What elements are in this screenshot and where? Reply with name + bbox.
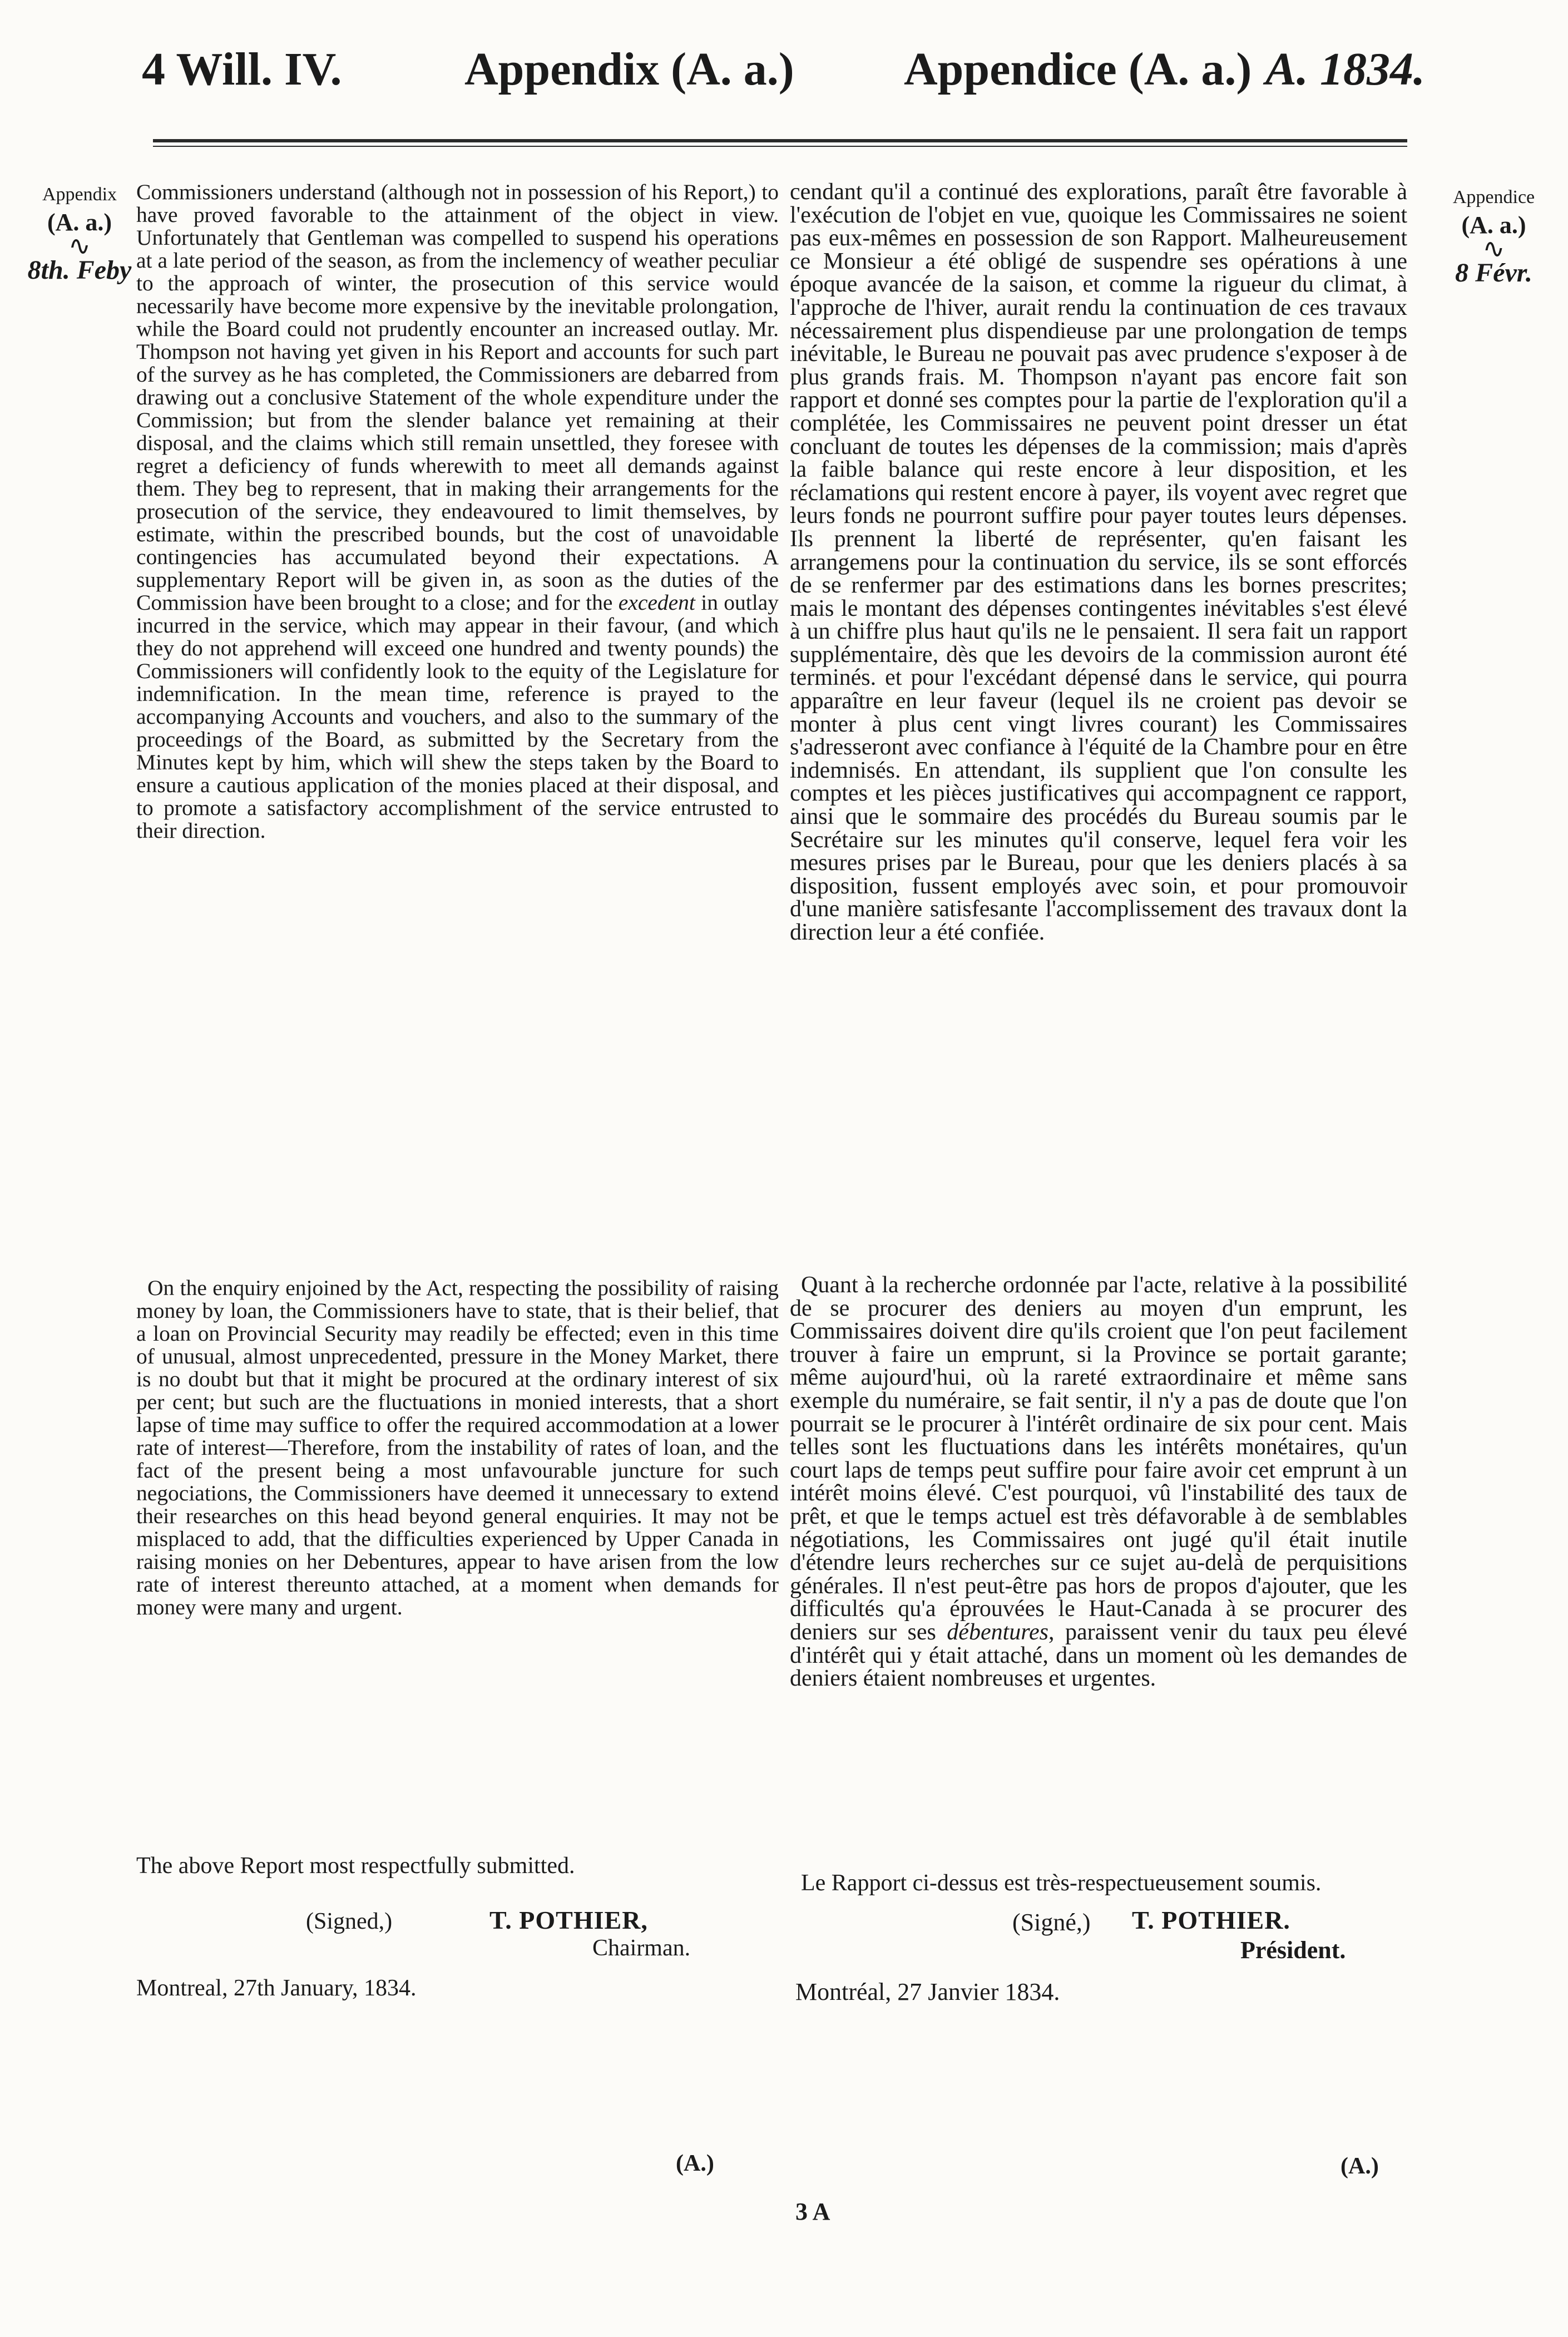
french-closing bbox=[790, 1872, 1407, 1895]
session-label: 4 Will. IV. bbox=[142, 43, 342, 95]
margin-code: (A. a.) bbox=[47, 209, 112, 236]
margin-code: (A. a.) bbox=[1461, 211, 1526, 239]
english-text: Commissioners understand (although not in possession of his Report,) to have proved favorable to the attainment of the object in view. Unfortunately that Gentleman was compelled to suspend his operations at a late period of the season, as from the inclemency of weather peculiar to the approach of winter, the prosecution of this service would necessarily have become more expensive by the inevitable prolongation, while the Board could not prudently encounter an increased outlay. Mr. Thompson not having yet given in his Report and accounts for such part of the survey as he has completed, the Commissioners are debarred from drawing out a conclusive Statement of the whole expenditure under the Commission; but from the slender balance yet remaining at their disposal, and the claims which still remain unsettled, they foresee with regret a deficiency of funds wherewith to meet all demands against them. They beg to represent, that in making their arrangements for the prosecution of the service, they endeavoured to limit themselves, by estimate, within the prescribed bounds, but the cost of unavoidable contingencies has accumulated beyond their expectations. A supplementary Report will be given in, as soon as the duties of the Commission have been brought to a close; and for the bbox=[136, 180, 779, 615]
french-text: Le Rapport ci-dessus est très-respectueusement soumis. bbox=[801, 1870, 1322, 1896]
margin-date: 8 Févr. bbox=[1455, 258, 1532, 288]
margin-date: 8th. Feby bbox=[27, 255, 132, 285]
french-paragraph-1 bbox=[790, 181, 1407, 945]
margin-label: Appendix bbox=[42, 184, 117, 205]
french-signed: (Signé,) bbox=[1012, 1909, 1091, 1936]
french-paragraph-2 bbox=[790, 1274, 1407, 1691]
flourish-icon: ∿ bbox=[68, 231, 91, 261]
header-rule-thick bbox=[153, 139, 1407, 142]
english-date: Montreal, 27th January, 1834. bbox=[136, 1975, 417, 2001]
english-closing: The above Report most respectfully submitted. bbox=[136, 1853, 575, 1879]
french-text: Quant à la recherche ordonnée par l'acte, relative à la possibilité de se procurer des deniers au moyen d'un emprunt, les Commissaires doivent dire qu'ils croient que l'on peut facilement trouver à faire un emprunt, si la Province se portait garante; même aujourd'hui, où la rareté extraordinaire et même sans exemple du numéraire, se fait sentir, il n'y a pas de doute que l'on pourrait se le procurer à l'intérêt ordinaire de six pour cent. Mais telles sont les fluctuations dans les intérêts monétaires, qu'un court laps de temps peut suffire pour faire avoir cet emprunt à un intérêt moins élevé. C'est pourquoi, vû l'instabilité des taux de prêt, et que le temps actuel est très défavorable à de semblables négotiations, les Commissaires ont jugé qu'il était inutile d'étendre leurs recherches sur ce sujet au-delà de perquisitions générales. Il n'est peut-être pas hors de propos d'ajouter, que les difficultés qu'a éprouvées le Haut-Canada à se procurer des deniers sur ses bbox=[790, 1272, 1407, 1645]
english-signatory: T. POTHIER, bbox=[489, 1906, 648, 1934]
english-text: in outlay incurred in the service, which may appear in their favour, (and which they do not apprehend will exceed one hundred and twenty pounds) the Commissioners will confidently look to the equity of the Legislature for indemnification. In the mean time, reference is prayed to the accompanying Accounts and vouchers, and also to the summary of the proceedings of the Board, as submitted by the Secretary from the Minutes kept by him, which will shew the steps taken by the Board to ensure a cautious application of the monies placed at their disposal, and to promote a satisfactory accomplishment of the service entrusted to their direction. bbox=[136, 590, 779, 843]
english-signed: (Signed,) bbox=[306, 1909, 393, 1934]
french-signatory-title: Président. bbox=[1240, 1936, 1346, 1964]
french-signatory: T. POTHIER. bbox=[1132, 1906, 1290, 1934]
english-signatory-title: Chairman. bbox=[592, 1935, 691, 1961]
french-emphasis: débentures bbox=[947, 1619, 1049, 1645]
english-paragraph-1 bbox=[136, 181, 779, 842]
margin-note-right bbox=[1428, 184, 1559, 287]
page-header bbox=[0, 31, 1568, 120]
year-label: A. 1834. bbox=[1265, 43, 1426, 95]
french-text: cendant qu'il a continué des explorations, paraît être favorable à l'exécution de l'objet en vue, quoique les Commissaires ne soient pas eux-mêmes en possession de son Rapport. Malheureusement ce Monsieur a été obligé de suspendre ses opérations à une époque avancée de la saison, et comme la rigueur du climat, à l'approche de l'hiver, aurait rendu la continuation de ces travaux nécessairement plus dispendieuse par une prolongation de temps inévitable, le Bureau ne pouvait pas avec prudence s'exposer à de plus grands frais. M. Thompson n'ayant pas encore fait son rapport et donné ses comptes pour la partie de l'exploration qu'il a complétée, les Commissaires ne peuvent point dresser un état concluant de toutes les dépenses de la commission; mais d'après la faible balance qui reste encore à leur disposition, et les réclamations qui restent encore à payer, ils voyent avec regret que leurs fonds ne pourront suffire pour payer toutes leurs dépenses. Ils prennent la liberté de représenter, qu'en faisant les arrangemens pour la continuation du service, ils se sont efforcés de se renfermer par des estimations dans les bornes prescrites; mais le montant des dépenses contingentes inévitables s'est élevé à un chiffre plus haut qu'ils ne le pensaient. Il sera fait un rapport supplémentaire, dès que les devoirs de la commission auront été terminés. et pour l'excédant dépensé dans le service, qui pourra apparaître en leur faveur (lequel ils ne croient pas devoir se monter à plus cent vingt livres courant) les Commissaires s'adresseront avec confiance à l'équité de la Chambre pour en être indemnisés. En attendant, ils supplient que l'on consulte les comptes et les pièces justificatives qui accompagnent ce rapport, ainsi que le sommaire des procédés du Bureau soumis par le Secrétaire sur les minutes qu'il conserve, lequel fera voir les mesures prises par le Bureau, pour que les deniers placés à sa disposition, fussent employés avec soin, et pour promouvoir d'une manière satisfesante l'accomplissement des travaux dont la direction leur a été confiée. bbox=[790, 179, 1407, 945]
header-rule-thin bbox=[153, 146, 1407, 147]
footer-mark-right: (A.) bbox=[1341, 2153, 1379, 2179]
margin-label: Appendice bbox=[1452, 187, 1535, 207]
appendix-title-fr: Appendice (A. a.) bbox=[904, 43, 1252, 95]
french-date: Montréal, 27 Janvier 1834. bbox=[795, 1978, 1060, 2005]
footer-mark-left: (A.) bbox=[676, 2151, 714, 2176]
english-text: On the enquiry enjoined by the Act, respecting the possibility of raising money by loan, the Commissioners have to state, that is their belief, that a loan on Provincial Security may readily be effected; even in this time of unusual, almost unprecedented, pressure in the Money Market, there is no doubt but that it might be procured at the ordinary interest of six per cent; but such are the fluctuations in monied interests, that a short lapse of time may suffice to offer the required accommodation at a lower rate of interest—Therefore, from the instability of rates of loan, and the fact of the present being a most unfavourable juncture for such negociations, the Commissioners have deemed it unnecessary to extend their researches on this head beyond general enquiries. It may not be misplaced to add, that the difficulties experienced by Upper Canada in raising monies on her Debentures, appear to have arisen from the low rate of interest thereunto attached, at a moment when demands for money were many and urgent. bbox=[136, 1276, 779, 1619]
french-text: , paraissent venir du taux peu élevé d'intérêt qui y était attaché, dans un moment où les demandes de deniers étaient nombreuses et urgentes. bbox=[790, 1619, 1407, 1692]
english-emphasis: excedent bbox=[618, 590, 695, 615]
signature-mark: 3 A bbox=[795, 2198, 830, 2225]
appendix-title-en: Appendix (A. a.) bbox=[464, 43, 794, 95]
margin-note-left bbox=[10, 181, 149, 284]
english-paragraph-2 bbox=[136, 1277, 779, 1619]
flourish-icon: ∿ bbox=[1482, 234, 1505, 264]
